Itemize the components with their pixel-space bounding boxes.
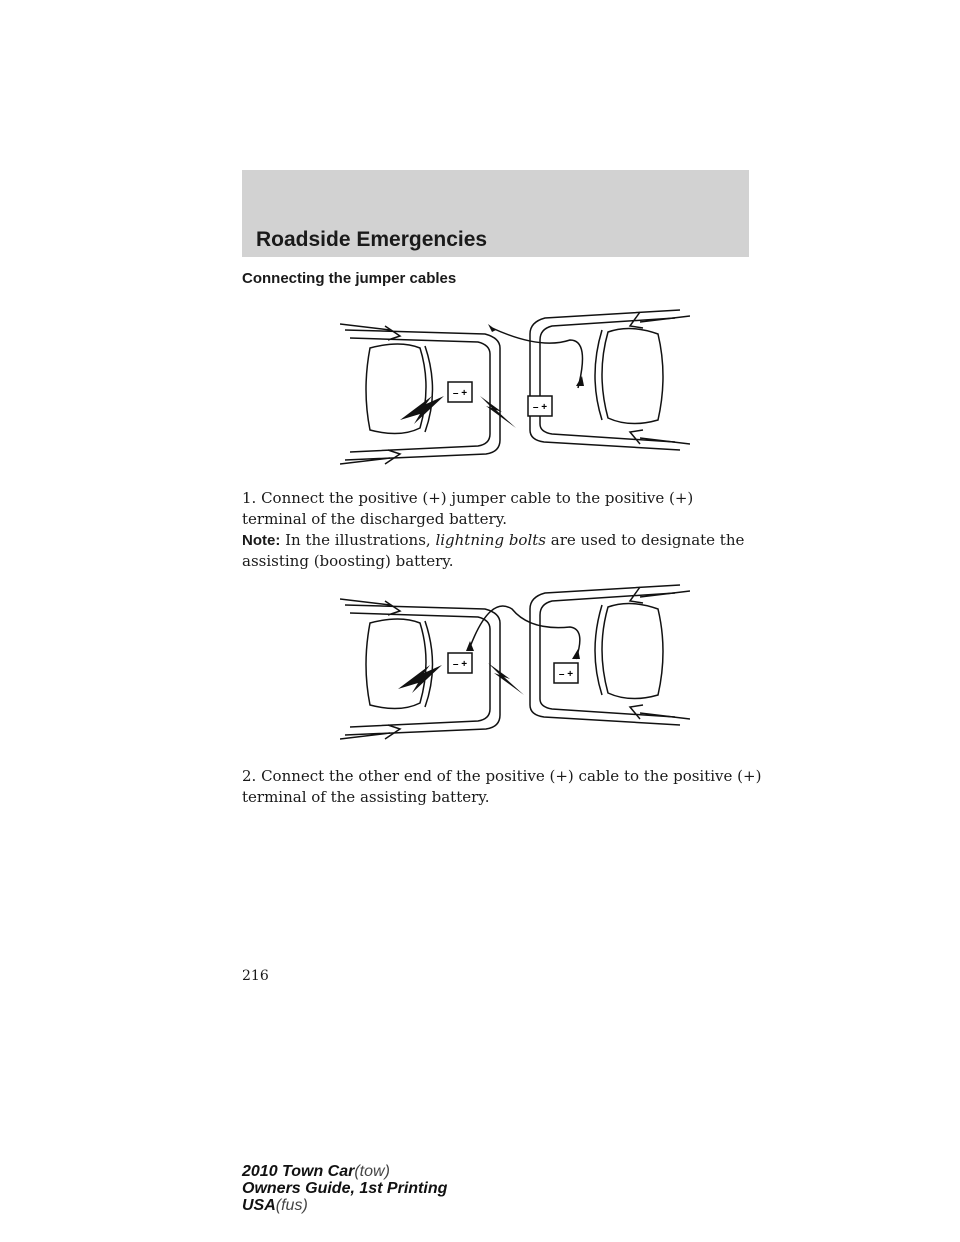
step-1-text: 1. Connect the positive (+) jumper cable to the positive (+) terminal of the discharged battery. — [242, 489, 694, 528]
footer-model: 2010 Town Car — [242, 1163, 355, 1180]
page-number: 216 — [242, 968, 269, 984]
lightning-bolt-icon — [488, 663, 524, 695]
footer-market-code: (fus) — [275, 1197, 308, 1214]
cable-clamp-icon — [488, 324, 496, 332]
battery-terminal-label: – + — [452, 659, 468, 670]
battery-terminal-label: – + — [558, 669, 574, 680]
step-2-text: 2. Connect the other end of the positive (+) cable to the positive (+) terminal of the assisting battery. — [242, 767, 762, 806]
footer-guide: Owners Guide, 1st Printing — [242, 1180, 448, 1197]
battery-terminal-label: – + — [452, 388, 468, 399]
lightning-bolt-icon — [480, 396, 516, 428]
note-text-after: are used to designate the assisting (boosting) battery. — [242, 531, 745, 570]
cable-clamp-icon — [466, 641, 474, 651]
section-header-title: Roadside Emergencies — [256, 228, 488, 251]
footer-model-code: (tow) — [354, 1163, 390, 1180]
note-paragraph — [242, 530, 762, 572]
subsection-title: Connecting the jumper cables — [242, 270, 457, 287]
note-label: Note: — [242, 532, 281, 549]
jumper-cable-illustration-2 — [340, 575, 690, 750]
note-emphasis: lightning bolts — [435, 531, 546, 549]
battery-terminal-label: – + — [532, 402, 548, 413]
note-text-before: In the illustrations, — [285, 531, 431, 549]
lightning-bolt-icon — [398, 665, 442, 693]
footer-market: USA — [242, 1197, 276, 1214]
jumper-cable-illustration-1 — [340, 300, 690, 470]
document-footer — [242, 1163, 447, 1214]
